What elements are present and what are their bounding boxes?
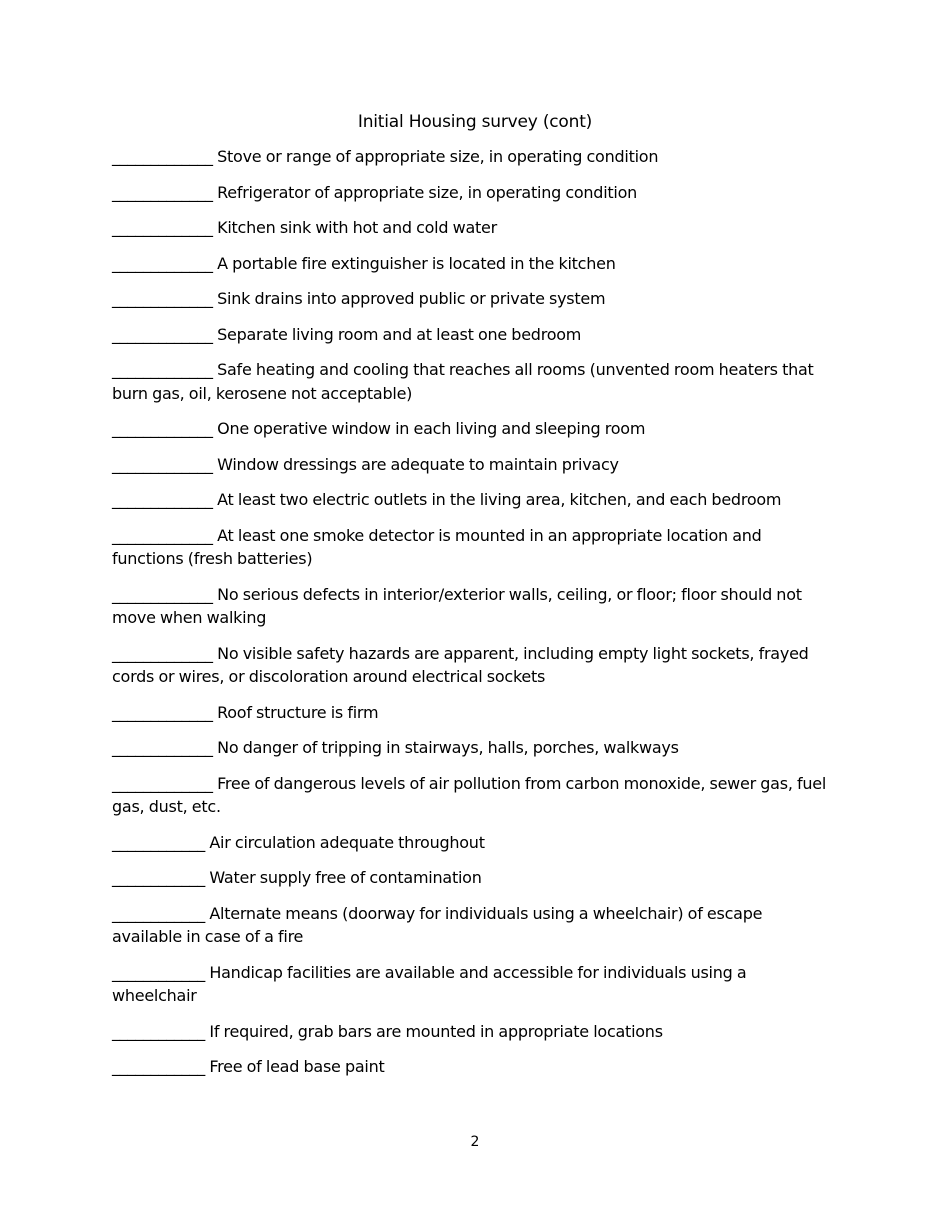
- page-title: Initial Housing survey (cont): [357, 112, 593, 132]
- checklist-item: [112, 453, 834, 477]
- answer-blank[interactable]: _____________: [112, 702, 213, 722]
- answer-blank[interactable]: _____________: [112, 738, 213, 757]
- item-text: No visible safety hazards are apparent, including empty light sockets, frayed cords or wires, or discoloration around electrical sockets: [112, 643, 809, 686]
- item-text: Separate living room and at least one bedroom: [217, 324, 582, 344]
- answer-blank[interactable]: ____________: [112, 832, 205, 852]
- checklist-item: [112, 216, 834, 240]
- answer-blank[interactable]: ____________: [112, 903, 205, 923]
- checklist-item: [112, 287, 834, 311]
- item-text: Roof structure is firm: [217, 702, 379, 722]
- checklist-item: [112, 145, 834, 169]
- item-text: If required, grab bars are mounted in appropriate locations: [209, 1021, 663, 1041]
- checklist-item: [112, 524, 834, 571]
- answer-blank[interactable]: ____________: [112, 962, 205, 982]
- checklist-item: [112, 772, 834, 819]
- item-text: Free of dangerous levels of air pollution from carbon monoxide, sewer gas, fuel gas, dust, etc.: [112, 773, 827, 816]
- checklist-item: [112, 866, 834, 890]
- item-text: One operative window in each living and sleeping room: [217, 419, 646, 438]
- checklist-item: [112, 417, 834, 441]
- item-text: Alternate means (doorway for individuals using a wheelchair) of escape available in case of a fire: [112, 903, 763, 946]
- answer-blank[interactable]: _____________: [112, 253, 213, 273]
- item-text: Safe heating and cooling that reaches all rooms (unvented room heaters that burn gas, oil, kerosene not acceptable): [112, 360, 814, 403]
- item-text: Stove or range of appropriate size, in operating condition: [217, 147, 659, 166]
- checklist-item: [112, 488, 834, 512]
- answer-blank[interactable]: _____________: [112, 147, 213, 166]
- answer-blank[interactable]: _____________: [112, 454, 213, 474]
- checklist-item: [112, 831, 834, 855]
- item-text: Air circulation adequate throughout: [209, 832, 485, 852]
- checklist-item: [112, 961, 834, 1008]
- checklist-item: [112, 358, 834, 405]
- item-text: Free of lead base paint: [209, 1057, 385, 1076]
- answer-blank[interactable]: _____________: [112, 490, 213, 509]
- checklist-item: [112, 252, 834, 276]
- checklist-item: [112, 701, 834, 725]
- item-text: A portable fire extinguisher is located in the kitchen: [217, 253, 616, 273]
- checklist-item: [112, 642, 834, 689]
- item-text: At least two electric outlets in the living area, kitchen, and each bedroom: [217, 490, 782, 509]
- answer-blank[interactable]: _____________: [112, 643, 213, 663]
- checklist-item: [112, 902, 834, 949]
- item-text: Handicap facilities are available and accessible for individuals using a wheelchair: [112, 962, 747, 1005]
- answer-blank[interactable]: ____________: [112, 1021, 205, 1041]
- page-number: 2: [470, 1134, 480, 1150]
- answer-blank[interactable]: _____________: [112, 182, 213, 202]
- item-text: Refrigerator of appropriate size, in operating condition: [217, 182, 638, 202]
- item-text: Sink drains into approved public or private system: [217, 289, 606, 308]
- answer-blank[interactable]: _____________: [112, 360, 213, 379]
- answer-blank[interactable]: _____________: [112, 419, 213, 438]
- item-text: At least one smoke detector is mounted in an appropriate location and functions (fresh batteries): [112, 525, 762, 568]
- checklist-item: [112, 583, 834, 630]
- checklist-item: [112, 181, 834, 205]
- answer-blank[interactable]: _____________: [112, 773, 213, 793]
- checklist-item: [112, 323, 834, 347]
- answer-blank[interactable]: _____________: [112, 584, 213, 604]
- answer-blank[interactable]: _____________: [112, 525, 213, 545]
- checklist-item: [112, 1055, 834, 1079]
- item-text: Kitchen sink with hot and cold water: [217, 218, 497, 237]
- checklist-item: [112, 1020, 834, 1044]
- checklist-item: [112, 736, 834, 760]
- item-text: Window dressings are adequate to maintain privacy: [217, 454, 619, 474]
- item-text: No serious defects in interior/exterior walls, ceiling, or floor; floor should not move when walking: [112, 584, 802, 627]
- answer-blank[interactable]: _____________: [112, 218, 213, 237]
- item-text: No danger of tripping in stairways, halls, porches, walkways: [217, 738, 679, 757]
- item-text: Water supply free of contamination: [209, 868, 482, 887]
- checklist: [112, 145, 834, 1091]
- answer-blank[interactable]: ____________: [112, 868, 205, 887]
- answer-blank[interactable]: _____________: [112, 324, 213, 344]
- answer-blank[interactable]: ____________: [112, 1057, 205, 1076]
- answer-blank[interactable]: _____________: [112, 289, 213, 308]
